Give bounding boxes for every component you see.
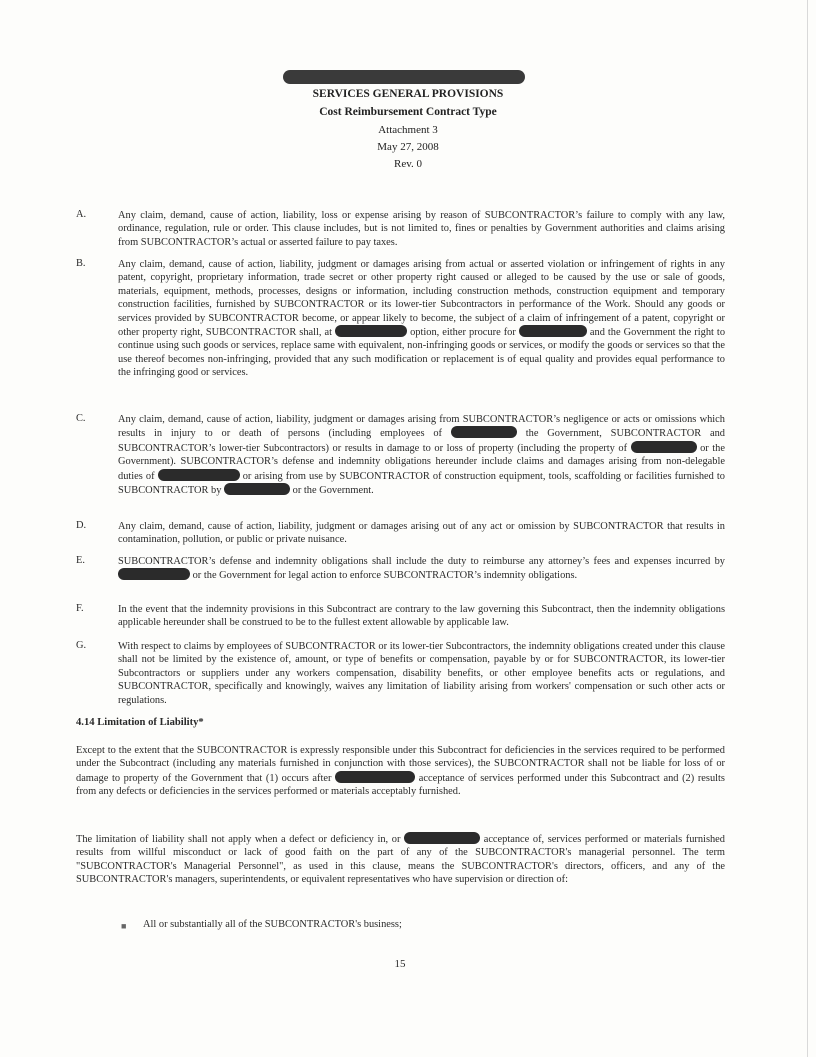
para2-text-1: The limitation of liability shall not apply when a defect or deficiency in, or [76, 834, 401, 845]
item-b-text-2: option, either procure for [410, 327, 516, 339]
item-label-e: E. [76, 555, 85, 566]
item-b-text-3: and the Government the right to continue using such goods or services, replace same with equivalent, non-infringing goods or services, or modify the goods or services so that the use thereof becomes non-infringing, provided that any such modification or replacement is of equal quality and provides equal performance to the infringing good or services. [118, 327, 726, 379]
item-e-text-1: SUBCONTRACTOR’s defense and indemnity obligations shall include the duty to reimburse any attorney’s fees and expenses incurred by [118, 556, 725, 567]
item-c-text-5: or the Government. [292, 485, 374, 497]
doc-rev: Rev. 0 [393, 158, 422, 170]
limitation-para-1 [76, 744, 725, 799]
item-d-text: Any claim, demand, cause of action, liability, judgment or damages arising out of any act or omission by SUBCONTRACTOR that results in contamination, pollution, or public or private nuisance. [118, 521, 725, 546]
para2-text-2: acceptance of, services performed or materials furnished results from willful misconduct or lack of good faith on the part of any of the SUBCONTRACTOR's managerial personnel. The term "SUBCONTRACTOR's Managerial Personnel", as used in this clause, means the SUBCONTRACTOR's directors, officers, and any of the SUBCONTRACTOR's managers, superintendents, or equivalent representatives who have supervision or direction of: [76, 834, 725, 886]
item-c-text-3: or the Government). SUBCONTRACTOR’s defense and indemnity obligations hereunder include claims and damages arising from non-delegable duties of [118, 442, 725, 482]
item-g [118, 640, 725, 707]
item-label-f: F. [76, 603, 84, 614]
para1-text-2: acceptance of services performed under this Subcontract and (2) results from any defects or deficiencies in the services performed or materials acceptably furnished. [76, 772, 725, 798]
item-b [118, 258, 725, 380]
section-heading: 4.14 Limitation of Liability* [76, 717, 204, 728]
doc-attachment: Attachment 3 [378, 124, 438, 136]
bullet-icon: ■ [121, 921, 127, 931]
item-label-g: G. [76, 640, 87, 651]
redaction [335, 325, 407, 337]
doc-subtitle: Cost Reimbursement Contract Type [319, 106, 497, 118]
redaction [335, 771, 415, 783]
item-e-text-2: or the Government for legal action to enforce SUBCONTRACTOR’s indemnity obligations. [192, 570, 578, 582]
item-g-text: With respect to claims by employees of SUBCONTRACTOR or its lower-tier Subcontractors, the indemnity obligations created under this clause shall not be limited by the existence of, amount, or type of benefits or compensation, payable by or for SUBCONTRACTOR, its lower-tier Subcontractors or suppliers under any workers compensation, disability benefits, or other employee benefits acts or regulations, and SUBCONTRACTOR, specifically and knowingly, waives any limitation of liability arising from workers' compensation or such other acts or regulations. [118, 641, 725, 706]
redaction [451, 426, 517, 438]
item-label-c: C. [76, 413, 86, 424]
item-c-text-2: the Government, SUBCONTRACTOR and SUBCONTRACTOR’s lower-tier Subcontractors) or results in damage to or loss of property (including the property of [118, 428, 725, 454]
redaction [631, 441, 697, 453]
doc-date: May 27, 2008 [377, 141, 439, 153]
item-c-text-1: Any claim, demand, cause of action, liability, judgment or damages arising from SUBCONTRACTOR’s negligence or acts or omissions which results in injury to or death of persons (including employees of [118, 414, 725, 440]
item-label-a: A. [76, 209, 87, 220]
limitation-para-2 [76, 832, 725, 887]
item-a-text: Any claim, demand, cause of action, liability, loss or expense arising by reason of SUBCONTRACTOR’s failure to comply with any law, ordinance, regulation, rule or order. This clause includes, but is not limited to, fines or penalties by Government authorities and claims arising from SUBCONTRACTOR’s actual or asserted failure to pay taxes. [118, 210, 725, 248]
item-c-text-4: or arising from use by SUBCONTRACTOR of construction equipment, tools, scaffolding or facilities furnished to SUBCONTRACTOR by [118, 470, 726, 497]
redaction [519, 325, 587, 337]
redacted-header-text [283, 70, 525, 84]
item-f [118, 603, 725, 630]
redaction [224, 483, 290, 495]
item-f-text: In the event that the indemnity provisions in this Subcontract are contrary to the law governing this Subcontract, then the indemnity obligations applicable hereunder shall be construed to be to the fullest extent allowable by applicable law. [118, 604, 725, 629]
item-e [118, 555, 725, 583]
doc-title: SERVICES GENERAL PROVISIONS [312, 88, 504, 100]
item-d [118, 520, 725, 547]
redaction [158, 469, 240, 481]
item-b-text-1: Any claim, demand, cause of action, liability, judgment or damages arising from actual or asserted violation or infringement of rights in any patent, copyright, proprietary information, trade secret or other property right caused or alleged to be caused by the use or sale of goods, materials, equipment, methods, processes, designs or information, including construction methods, construction equipment and temporary construction facilities, furnished by SUBCONTRACTOR or its lower-tier Subcontractors in performance of the Work. Should any goods or services provided by SUBCONTRACTOR become, or appear likely to become, the subject of a claim of infringement of a patent, copyright or other property right, SUBCONTRACTOR shall, at [118, 259, 725, 339]
item-label-d: D. [76, 520, 87, 531]
bullet-item: All or substantially all of the SUBCONTRACTOR's business; [143, 919, 402, 930]
item-label-b: B. [76, 258, 86, 269]
item-c [118, 413, 725, 497]
page-number: 15 [394, 958, 406, 970]
redaction [118, 568, 190, 580]
item-a [118, 209, 725, 249]
para1-text-1: Except to the extent that the SUBCONTRACTOR is expressly responsible under this Subcontract for deficiencies in the services required to be performed under the Subcontract (including any materials furnished in conjunction with those services), the SUBCONTRACTOR shall not be liable for loss of or damage to property of the Government that (1) occurs after [76, 745, 725, 784]
redaction [404, 832, 480, 844]
